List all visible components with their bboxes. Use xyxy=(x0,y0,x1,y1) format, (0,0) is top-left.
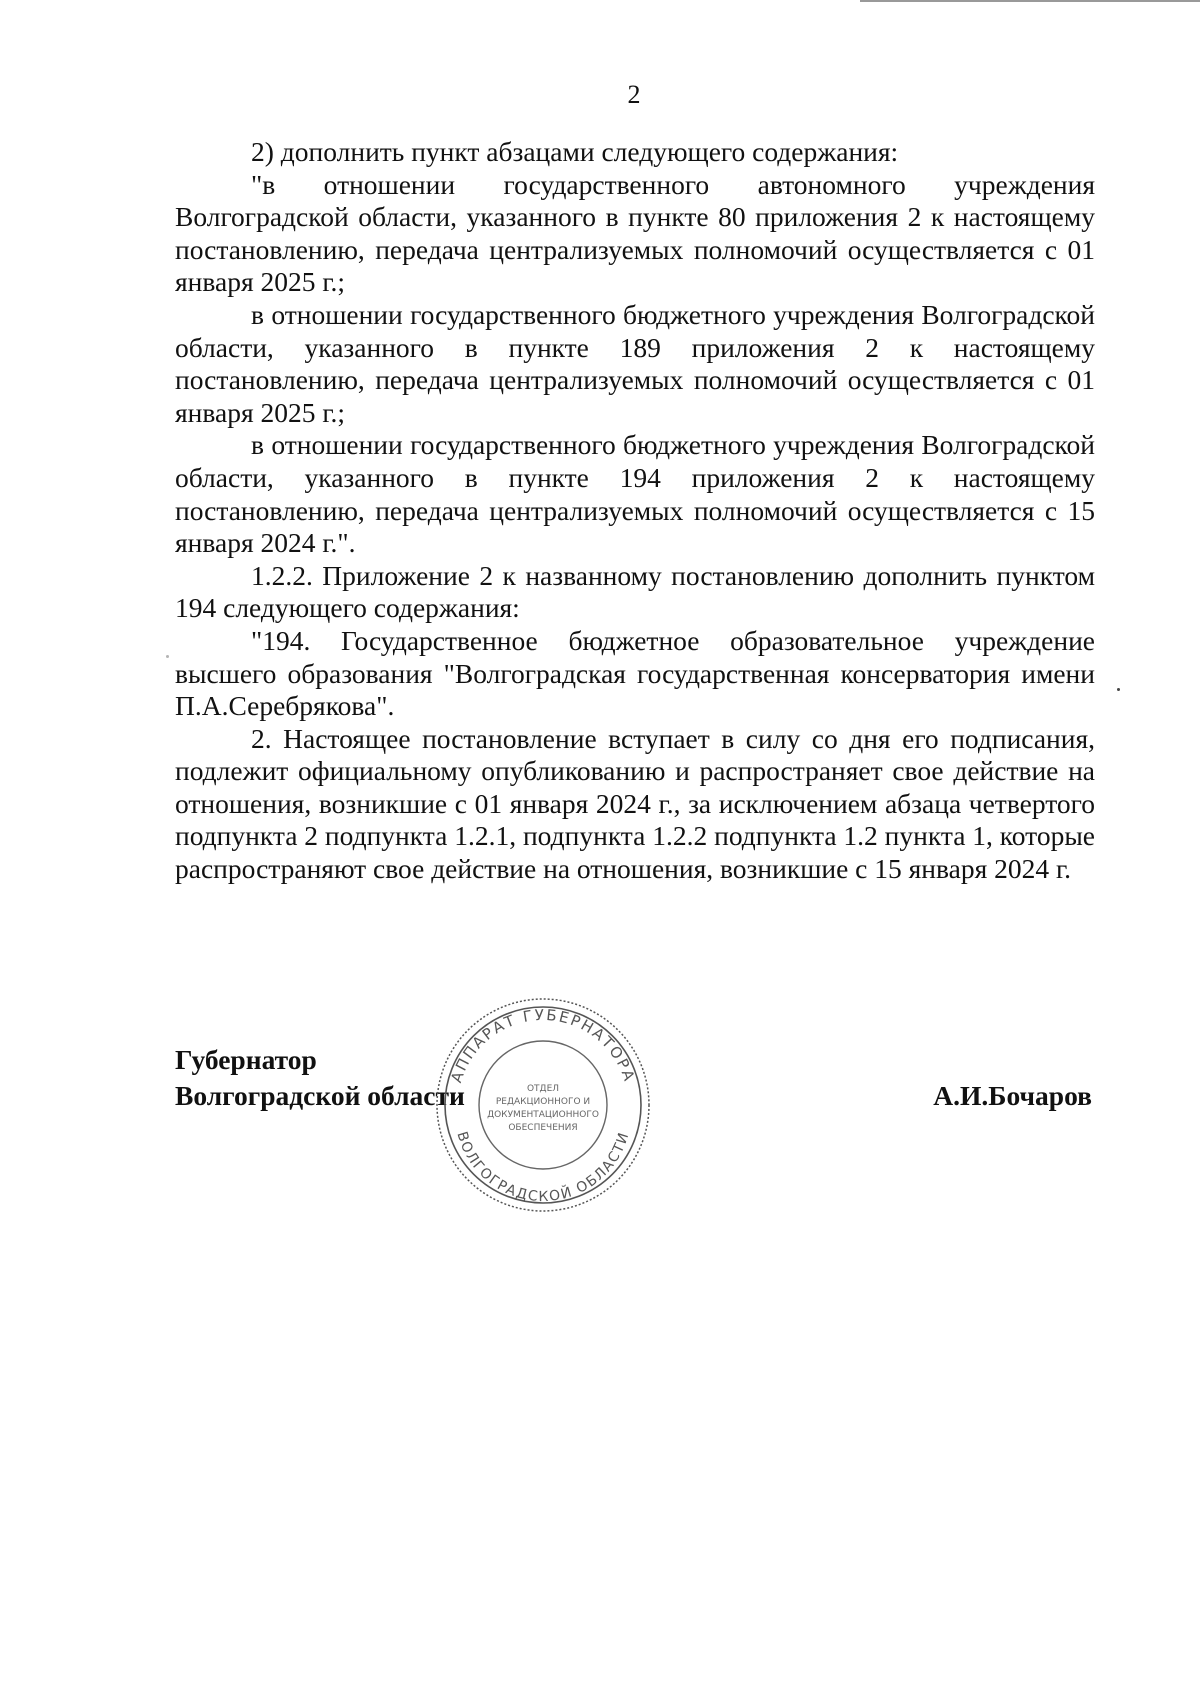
stamp-bottom-text: ВОЛГОГРАДСКОЙ ОБЛАСТИ xyxy=(453,1129,633,1206)
paragraph-item-2: 2) дополнить пункт абзацами следующего содержания: xyxy=(251,136,899,167)
scan-speck xyxy=(1117,688,1120,691)
paragraph-budget-189: в отношении государственного бюджетного учреждения Волгоградской области, указанного в пункте 189 приложения 2 к настоящему постановлению, передача централизуемых полномочий осуществляется с 01 января 2025 г.; xyxy=(175,298,1095,428)
signatory-name: А.И.Бочаров xyxy=(933,1080,1092,1111)
page-number: 2 xyxy=(627,80,641,109)
stamp-top-text: АППАРАТ ГУБЕРНАТОРА xyxy=(447,1005,639,1085)
stamp-center-line-4: ОБЕСПЕЧЕНИЯ xyxy=(508,1123,578,1133)
svg-text:ВОЛГОГРАДСКОЙ ОБЛАСТИ xyxy=(453,1130,632,1205)
scan-speck xyxy=(166,655,169,658)
paragraph-budget-194: в отношении государственного бюджетного учреждения Волгоградской области, указанного в пункте 194 приложения 2 к настоящему постановлению, передача централизуемых полномочий осуществляется с 15 января 2024 г.". xyxy=(175,429,1095,559)
position-title: Губернатор xyxy=(175,1044,317,1075)
document-body xyxy=(175,136,1095,886)
paragraph-effective-date: 2. Настоящее постановление вступает в силу со дня его подписания, подлежит официальному опубликованию и распространяет свое действие на отношения, возникшие с 01 января 2024 г., за исключением абзаца четвертого подпункта 2 подпункта 1.2.1, подпункта 1.2.2 подпункта 1.2 пункта 1, которые распространяют свое действие на отношения, возникшие с 15 января 2024 г. xyxy=(175,722,1095,885)
stamp-center-line-1: ОТДЕЛ xyxy=(526,1084,560,1094)
official-stamp xyxy=(433,995,653,1215)
signatory-position xyxy=(175,1042,465,1114)
stamp-center-line-3: ДОКУМЕНТАЦИОННОГО xyxy=(487,1110,599,1120)
paragraph-autonomous-80: "в отношении государственного автономного учреждения Волгоградской области, указанного в пункте 80 приложения 2 к настоящему постановлению, передача централизуемых полномочий осуществляется с 01 января 2025 г.; xyxy=(175,168,1095,298)
stamp-center-line-2: РЕДАКЦИОННОГО И xyxy=(495,1097,591,1107)
position-region: Волгоградской области xyxy=(175,1080,465,1111)
scan-edge-line xyxy=(860,0,1200,2)
paragraph-1-2-2: 1.2.2. Приложение 2 к названному постановлению дополнить пунктом 194 следующего содержания: xyxy=(175,559,1095,624)
svg-text:АППАРАТ ГУБЕРНАТОРА xyxy=(447,1006,638,1085)
paragraph-194-conservatory: "194. Государственное бюджетное образовательное учреждение высшего образования "Волгоградская государственная консерватория имени П.А.Серебрякова". xyxy=(175,624,1095,722)
